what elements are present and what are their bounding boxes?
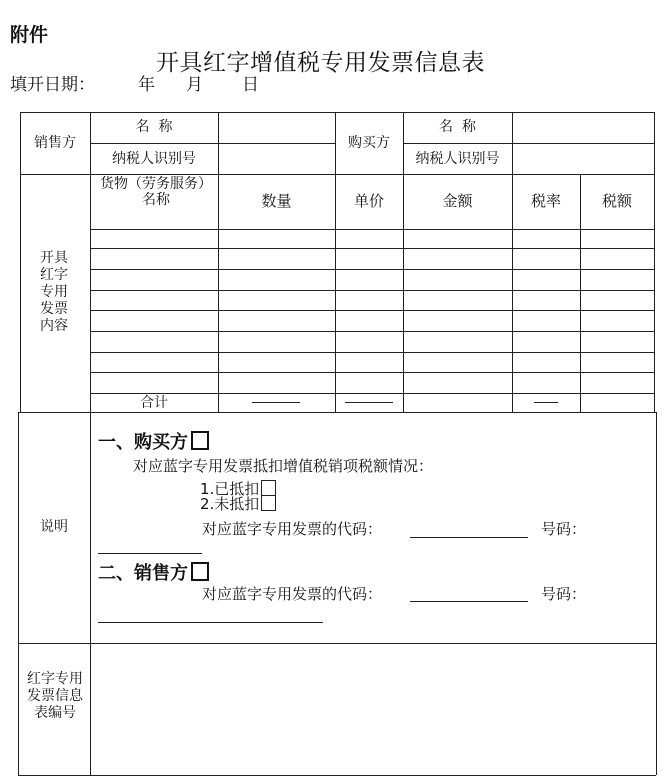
seller-label: 销售方 [34,135,76,151]
deducted-checkbox[interactable] [261,480,276,496]
column-unit-price: 单价 [353,192,384,210]
total-price-dash [345,402,393,403]
total-label: 合计 [140,395,168,411]
column-amount: 金额 [442,192,473,210]
seller-code-label: 对应蓝字专用发票的代码： [202,585,383,603]
option-deducted-label: 1.已抵扣 [200,480,260,498]
page-title: 开具红字增值税专用发票信息表 [156,50,485,76]
seller-heading-text: 二、销售方 [98,563,188,584]
content-section-label: 开具红字专用发票内容 [40,250,68,334]
total-rate-dash [534,402,558,403]
date-label: 填开日期： [10,75,95,95]
seller-heading [98,559,209,585]
total-quantity-dash [252,402,300,403]
seller-checkbox[interactable] [191,562,209,581]
day-label: 日 [242,75,259,95]
option-not-deducted-label: 2.未抵扣 [200,495,260,513]
buyer-code-label: 对应蓝字专用发票的代码： [202,520,383,538]
buyer-heading-text: 一、购买方 [98,432,188,453]
seller-code-field[interactable] [410,601,528,602]
column-quantity: 数量 [261,192,292,210]
seller-number-label: 号码： [541,585,587,603]
buyer-code-field[interactable] [410,537,528,538]
buyer-deduction-text: 对应蓝字专用发票抵扣增值税销项税额情况： [133,457,434,475]
explain-label: 说明 [40,519,68,535]
buyer-number-label: 号码： [541,520,587,538]
year-label: 年 [138,75,155,95]
buyer-label: 购买方 [348,135,390,151]
option-not-deducted [200,495,276,512]
column-tax-rate: 税率 [530,192,561,210]
seller-taxid-label: 纳税人识别号 [112,151,196,167]
month-label: 月 [186,75,203,95]
separator-line [98,553,202,554]
not-deducted-checkbox[interactable] [261,495,276,511]
buyer-name-label: 名 称 [439,119,476,135]
column-goods-name: 货物（劳务服务）名称 [100,176,212,208]
column-tax-amount: 税额 [601,192,632,210]
seller-name-label: 名 称 [135,119,173,135]
attachment-label: 附件 [10,24,49,46]
buyer-checkbox[interactable] [191,431,209,450]
buyer-taxid-label: 纳税人识别号 [415,151,500,167]
signature-line[interactable] [98,622,323,623]
info-number-label: 红字专用发票信息表编号 [27,671,83,721]
buyer-heading [98,428,209,454]
